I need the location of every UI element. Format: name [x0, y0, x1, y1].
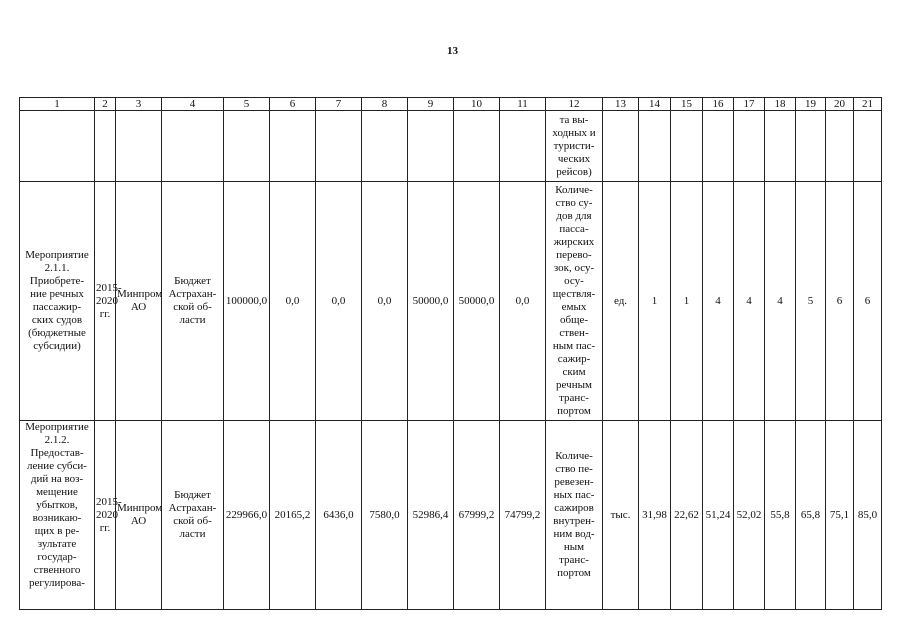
header-cell: 13 [603, 98, 639, 111]
year-cell: 52986,4 [408, 421, 454, 610]
header-cell: 19 [796, 98, 826, 111]
header-cell: 18 [765, 98, 796, 111]
year-cell: 6436,0 [316, 421, 362, 610]
header-cell: 16 [703, 98, 734, 111]
executor-cell: Минпром АО [116, 421, 162, 610]
header-cell: 9 [408, 98, 454, 111]
header-cell: 7 [316, 98, 362, 111]
value-cell: 22,62 [671, 421, 703, 610]
unit-cell: ед. [603, 182, 639, 421]
source-cell: Бюджет Астрахан- ской об- ласти [162, 421, 224, 610]
value-cell: 4 [765, 182, 796, 421]
indicator-cell: Количе- ство су- дов для пасса- жирских перево- зок, осу- осу- ществля- емых обще- ствен- ным пас- сажир- ским речным транс- портом [546, 182, 603, 421]
header-cell: 15 [671, 98, 703, 111]
period-cell: 2015- 2020 гг. [95, 182, 116, 421]
year-cell: 74799,2 [500, 421, 546, 610]
year-cell: 0,0 [270, 182, 316, 421]
header-cell: 12 [546, 98, 603, 111]
header-cell: 20 [826, 98, 854, 111]
value-cell: 6 [826, 182, 854, 421]
value-cell: 31,98 [639, 421, 671, 610]
continuation-row [20, 111, 882, 182]
indicator-cell: Количе- ство пе- ревезен- ных пас- сажиров внутрен- ним вод- ным транс- портом [546, 421, 603, 610]
header-cell: 14 [639, 98, 671, 111]
year-cell: 67999,2 [454, 421, 500, 610]
value-cell: 52,02 [734, 421, 765, 610]
value-cell: 5 [796, 182, 826, 421]
year-cell: 50000,0 [454, 182, 500, 421]
year-cell: 0,0 [362, 182, 408, 421]
value-cell: 1 [671, 182, 703, 421]
source-cell: Бюджет Астрахан- ской об- ласти [162, 182, 224, 421]
header-cell: 11 [500, 98, 546, 111]
header-cell: 1 [20, 98, 95, 111]
header-cell: 8 [362, 98, 408, 111]
year-cell: 7580,0 [362, 421, 408, 610]
total-cell: 229966,0 [224, 421, 270, 610]
measure-name: Мероприятие 2.1.1. Приобрете- ние речных пассажир- ских судов (бюджетные субсидии) [20, 182, 95, 421]
value-cell: 75,1 [826, 421, 854, 610]
indicator-cell: та вы- ходных и туристи- ческих рейсов) [546, 111, 603, 182]
unit-cell: тыс. [603, 421, 639, 610]
header-cell: 4 [162, 98, 224, 111]
value-cell: 85,0 [854, 421, 882, 610]
total-cell: 100000,0 [224, 182, 270, 421]
executor-cell: Минпром АО [116, 182, 162, 421]
header-cell: 17 [734, 98, 765, 111]
year-cell: 20165,2 [270, 421, 316, 610]
value-cell: 6 [854, 182, 882, 421]
year-cell: 0,0 [500, 182, 546, 421]
value-cell: 51,24 [703, 421, 734, 610]
measure-name: Мероприятие 2.1.2. Предостав- ление субси- дий на воз- мещение убытков, возникаю- щих в ре- зультате государ- ственного регулирова- [20, 421, 95, 610]
header-cell: 21 [854, 98, 882, 111]
value-cell: 4 [734, 182, 765, 421]
table-row [20, 182, 882, 421]
header-row [20, 98, 882, 111]
value-cell: 4 [703, 182, 734, 421]
value-cell: 55,8 [765, 421, 796, 610]
value-cell: 1 [639, 182, 671, 421]
table-row [20, 421, 882, 610]
header-cell: 5 [224, 98, 270, 111]
header-cell: 2 [95, 98, 116, 111]
period-cell: 2015- 2020 гг. [95, 421, 116, 610]
header-cell: 3 [116, 98, 162, 111]
header-cell: 6 [270, 98, 316, 111]
year-cell: 0,0 [316, 182, 362, 421]
header-cell: 10 [454, 98, 500, 111]
page-number: 13 [447, 45, 458, 57]
year-cell: 50000,0 [408, 182, 454, 421]
value-cell: 65,8 [796, 421, 826, 610]
program-table [19, 97, 882, 610]
